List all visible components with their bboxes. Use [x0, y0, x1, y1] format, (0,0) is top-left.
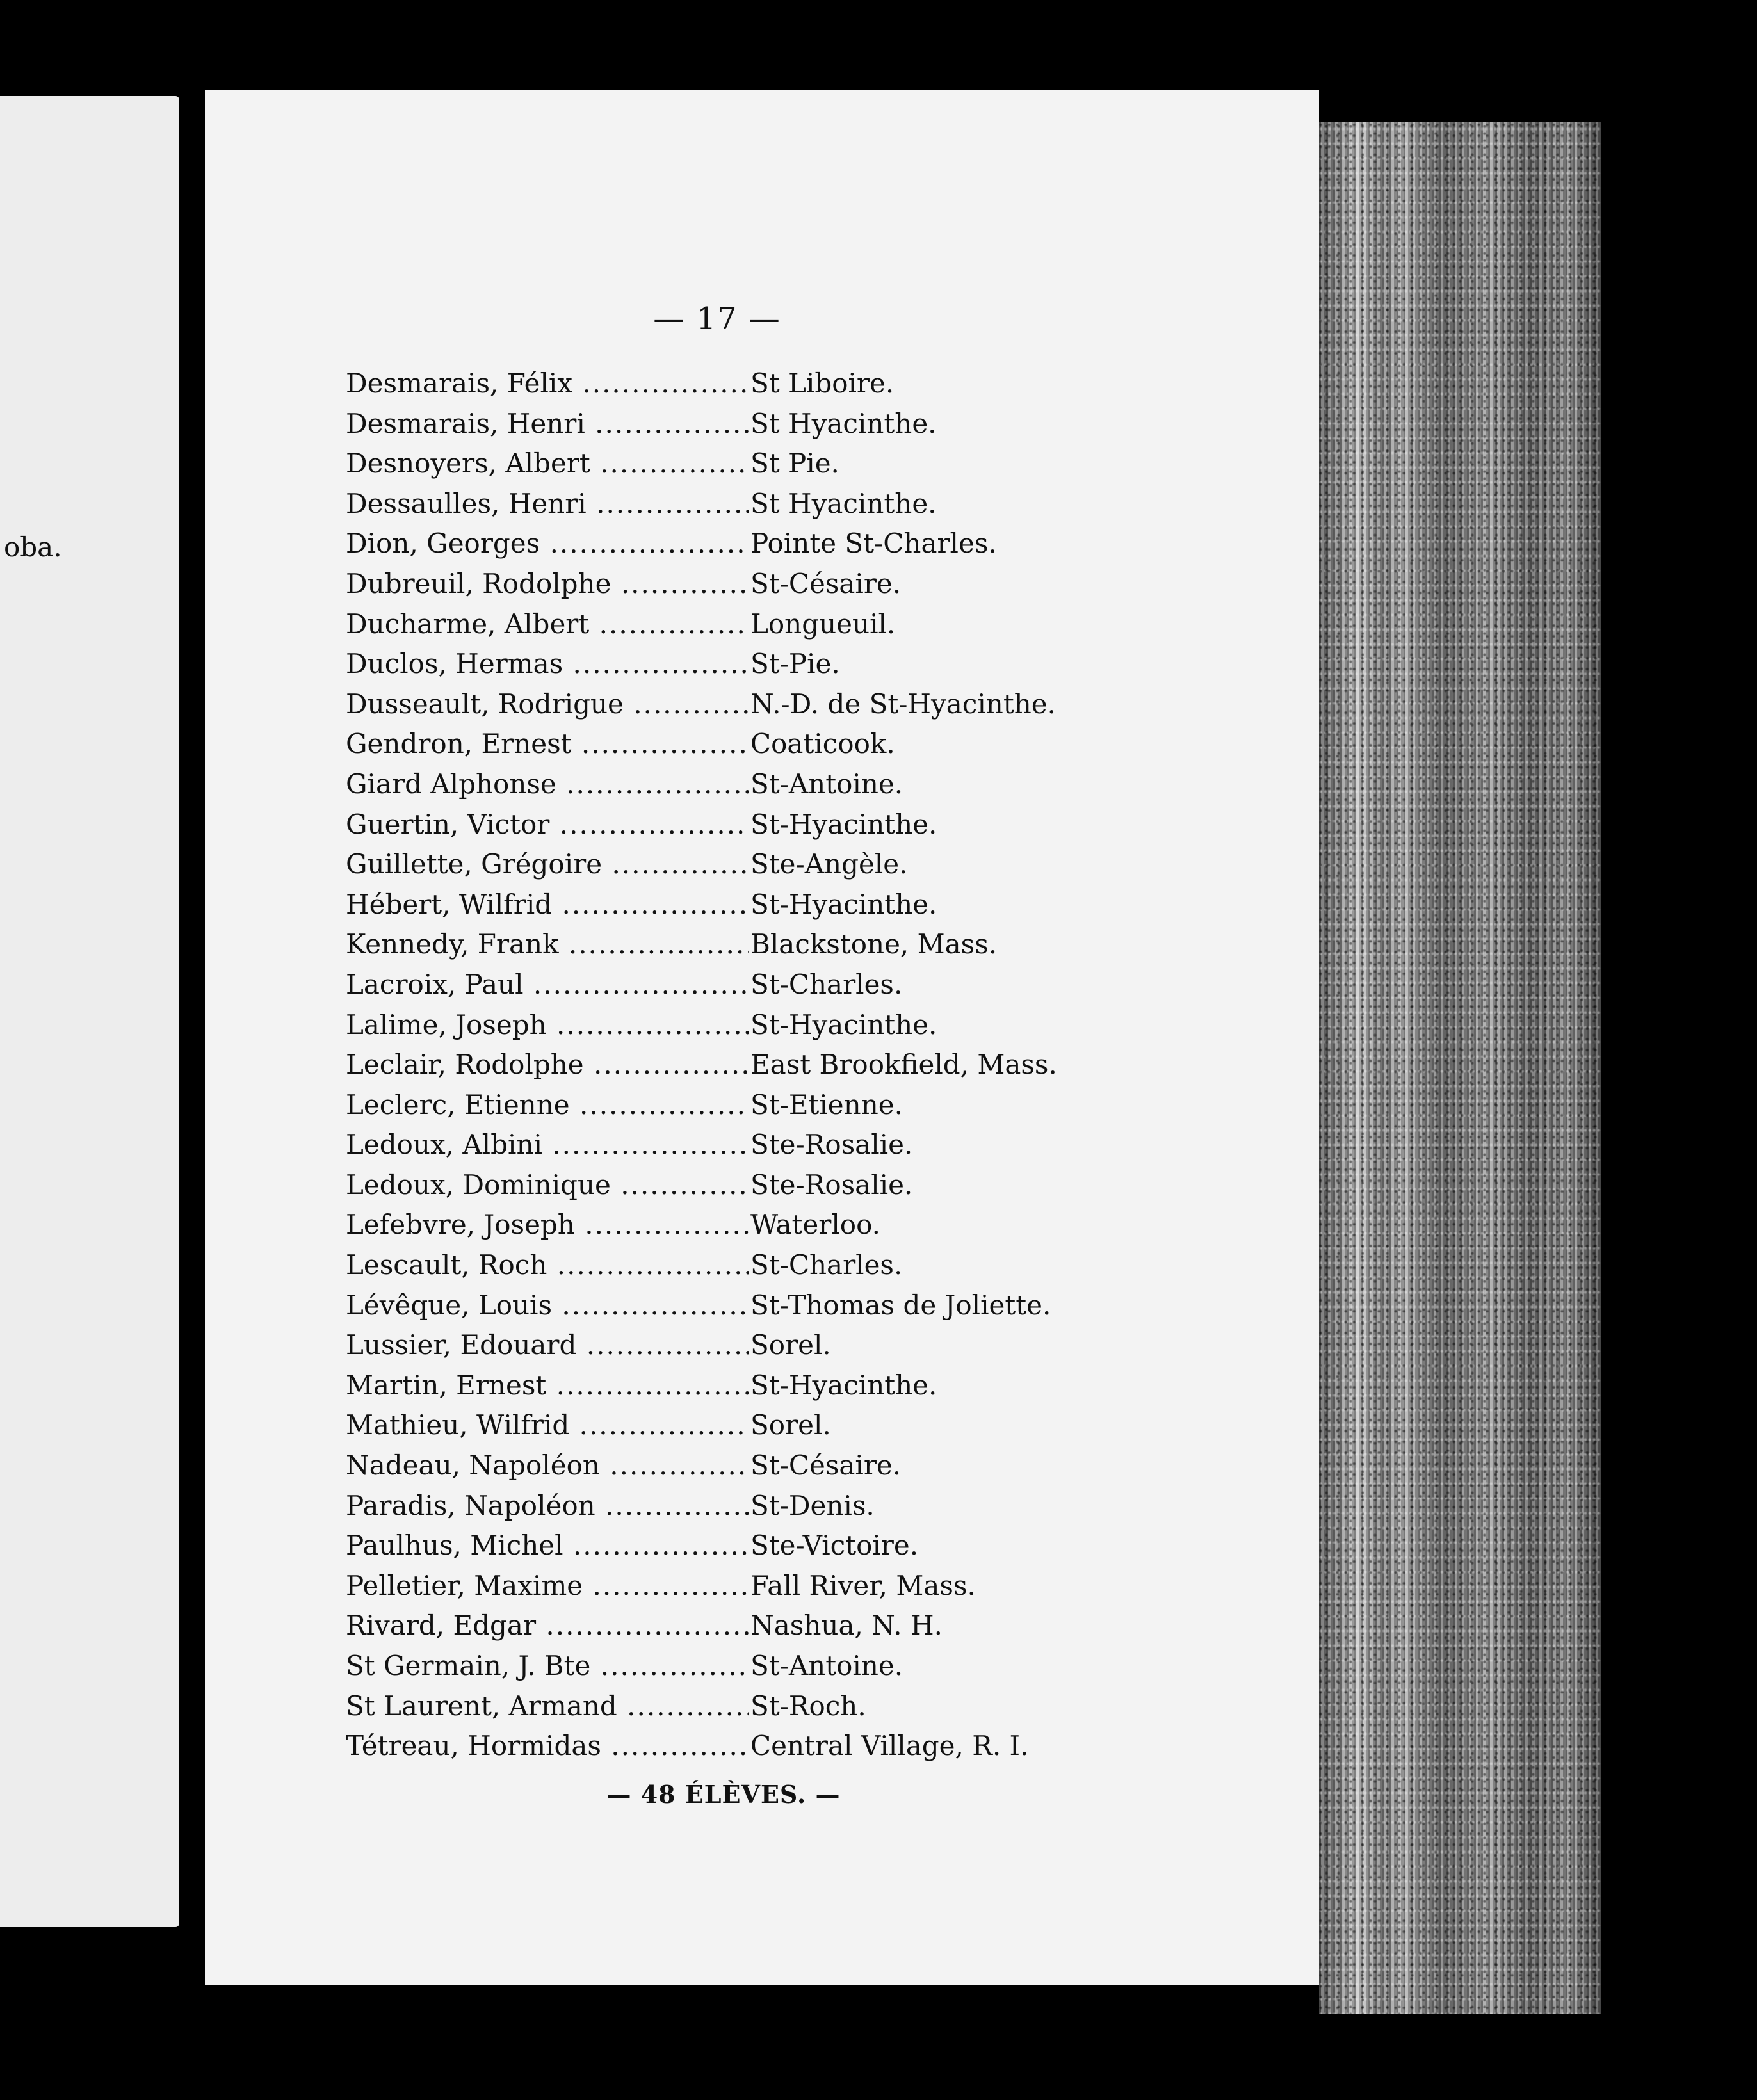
student-name: Desmarais, Henri .....	[346, 404, 749, 444]
left-page	[0, 96, 179, 1927]
student-name: Pelletier, Maxime .....	[346, 1566, 749, 1606]
student-hometown: St-Césaire.	[750, 1450, 902, 1482]
page-edge-texture	[1319, 122, 1601, 2014]
student-name: Lefebvre, Joseph .....	[346, 1205, 749, 1245]
student-hometown: St-Hyacinthe.	[750, 808, 937, 840]
roster-row	[346, 1526, 1255, 1566]
student-hometown: St-Césaire.	[750, 567, 902, 599]
student-hometown: Blackstone, Mass.	[750, 928, 998, 960]
student-name: Martin, Ernest .....	[346, 1366, 749, 1406]
student-name: Tétreau, Hormidas .....	[346, 1726, 749, 1766]
roster-row	[346, 1325, 1255, 1366]
student-name: Dion, Georges .....	[346, 524, 749, 564]
roster-row	[346, 484, 1255, 524]
student-total: — 48 ÉLÈVES. —	[606, 1780, 841, 1809]
roster-row	[346, 965, 1255, 1005]
student-name: Ducharme, Albert .....	[346, 604, 749, 645]
roster-row	[346, 1686, 1255, 1727]
student-name: Paradis, Napoléon .....	[346, 1486, 749, 1526]
roster-row	[346, 1165, 1255, 1206]
student-hometown: St-Antoine.	[750, 768, 903, 800]
student-hometown: Nashua, N. H.	[750, 1610, 943, 1642]
roster-row	[346, 364, 1255, 404]
student-name: St Laurent, Armand .....	[346, 1686, 749, 1727]
student-hometown: St Hyacinthe.	[750, 487, 937, 519]
student-name: Lussier, Edouard .....	[346, 1325, 749, 1366]
student-hometown: St-Charles.	[750, 968, 903, 1000]
student-name: Ledoux, Dominique .....	[346, 1165, 749, 1206]
student-name: Kennedy, Frank .....	[346, 925, 749, 965]
student-name: Dubreuil, Rodolphe .....	[346, 564, 749, 604]
roster-row	[346, 764, 1255, 805]
roster-row	[346, 1085, 1255, 1126]
student-name: Lévêque, Louis .....	[346, 1286, 749, 1326]
page-edges	[1319, 122, 1601, 2014]
student-hometown: N.-D. de St-Hyacinthe.	[750, 688, 1056, 720]
roster-row	[346, 644, 1255, 684]
student-name: Giard Alphonse .....	[346, 764, 749, 805]
student-hometown: St-Antoine.	[750, 1650, 903, 1681]
student-name: Dessaulles, Henri .....	[346, 484, 749, 524]
student-hometown: St-Hyacinthe.	[750, 1008, 937, 1040]
roster-row	[346, 925, 1255, 965]
student-name: Hébert, Wilfrid .....	[346, 885, 749, 925]
roster-row	[346, 1726, 1255, 1766]
student-hometown: Ste-Angèle.	[750, 848, 908, 880]
student-name: Leclerc, Etienne .....	[346, 1085, 749, 1126]
student-hometown: Ste-Rosalie.	[750, 1129, 913, 1161]
student-hometown: St Pie.	[750, 448, 839, 480]
student-name: Leclair, Rodolphe .....	[346, 1045, 749, 1085]
student-name: Rivard, Edgar .....	[346, 1606, 749, 1646]
student-hometown: St-Charles.	[750, 1249, 903, 1281]
student-name: Mathieu, Wilfrid .....	[346, 1405, 749, 1446]
student-name: Duclos, Hermas .....	[346, 644, 749, 684]
student-hometown: St Liboire.	[750, 368, 895, 399]
student-hometown: Sorel.	[750, 1409, 831, 1441]
student-hometown: St-Pie.	[750, 648, 840, 680]
student-hometown: St-Hyacinthe.	[750, 888, 937, 920]
roster-row	[346, 1606, 1255, 1646]
roster-row	[346, 524, 1255, 564]
page-number: — 17 —	[653, 301, 781, 337]
roster-row	[346, 1566, 1255, 1606]
roster-row	[346, 444, 1255, 484]
student-hometown: Coaticook.	[750, 728, 895, 760]
roster-row	[346, 684, 1255, 725]
student-name: Ledoux, Albini .....	[346, 1125, 749, 1165]
student-name: Desnoyers, Albert .....	[346, 444, 749, 484]
student-hometown: Longueuil.	[750, 608, 896, 640]
student-hometown: Ste-Rosalie.	[750, 1168, 913, 1200]
roster-row	[346, 805, 1255, 845]
student-hometown: Central Village, R. I.	[750, 1730, 1029, 1762]
student-hometown: Fall River, Mass.	[750, 1569, 976, 1601]
roster-row	[346, 404, 1255, 444]
student-hometown: St Hyacinthe.	[750, 407, 937, 439]
student-name: Lescault, Roch .....	[346, 1245, 749, 1286]
roster-row	[346, 1045, 1255, 1085]
student-hometown: Pointe St-Charles.	[750, 528, 997, 560]
roster-row	[346, 1366, 1255, 1406]
student-name: St Germain, J. Bte .....	[346, 1646, 749, 1686]
student-name: Dusseault, Rodrigue .....	[346, 684, 749, 725]
student-hometown: St-Thomas de Joliette.	[750, 1289, 1051, 1321]
roster-row	[346, 1205, 1255, 1245]
student-roster	[346, 364, 1255, 1766]
student-name: Nadeau, Napoléon .....	[346, 1446, 749, 1486]
student-hometown: St-Roch.	[750, 1690, 866, 1722]
roster-row	[346, 885, 1255, 925]
student-hometown: East Brookfield, Mass.	[750, 1049, 1057, 1081]
student-hometown: Waterloo.	[750, 1209, 880, 1241]
roster-row	[346, 1005, 1255, 1046]
student-name: Lacroix, Paul .....	[346, 965, 749, 1005]
roster-row	[346, 1125, 1255, 1165]
roster-row	[346, 564, 1255, 604]
student-name: Lalime, Joseph .....	[346, 1005, 749, 1046]
student-hometown: Ste-Victoire.	[750, 1530, 919, 1562]
student-name: Guertin, Victor .....	[346, 805, 749, 845]
student-hometown: St-Denis.	[750, 1489, 875, 1521]
roster-row	[346, 604, 1255, 645]
student-hometown: St-Etienne.	[750, 1088, 903, 1120]
left-page-text-fragment: oba.	[4, 531, 62, 563]
roster-row	[346, 1486, 1255, 1526]
student-hometown: Sorel.	[750, 1329, 831, 1361]
student-hometown: St-Hyacinthe.	[750, 1369, 937, 1401]
roster-row	[346, 1405, 1255, 1446]
roster-row	[346, 1446, 1255, 1486]
student-name: Desmarais, Félix .....	[346, 364, 749, 404]
roster-row	[346, 1646, 1255, 1686]
roster-row	[346, 1286, 1255, 1326]
roster-row	[346, 1245, 1255, 1286]
student-name: Paulhus, Michel .....	[346, 1526, 749, 1566]
roster-row	[346, 724, 1255, 764]
roster-row	[346, 844, 1255, 885]
student-name: Guillette, Grégoire .....	[346, 844, 749, 885]
student-name: Gendron, Ernest .....	[346, 724, 749, 764]
